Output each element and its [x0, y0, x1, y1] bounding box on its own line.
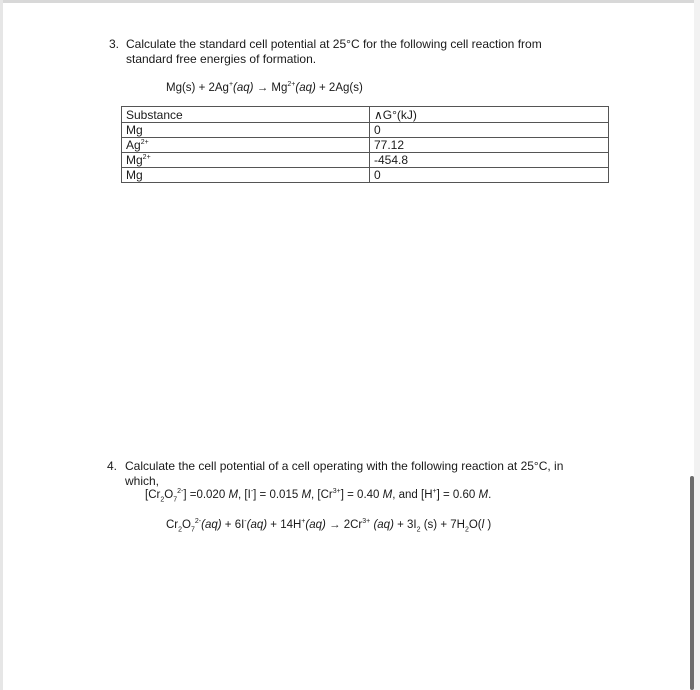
- page-frame-left: [0, 0, 3, 690]
- table-row: [122, 123, 609, 138]
- table-row: [122, 153, 609, 168]
- question-4-text-line1: Calculate the cell potential of a cell operating with the following reaction at 25°C, in: [125, 459, 564, 473]
- table-header-substance: Substance: [122, 107, 370, 123]
- table-header-row: [122, 107, 609, 123]
- question-4-text: [125, 459, 605, 489]
- question-3-text-line1: Calculate the standard cell potential at 25°C for the following cell reaction from: [126, 37, 542, 51]
- table-header-delta-g: ∧G°(kJ): [370, 107, 609, 123]
- table-cell-substance: Mg: [122, 123, 370, 138]
- question-4-text-line2: which,: [125, 474, 160, 488]
- table-cell-value: 77.12: [370, 138, 609, 153]
- table-cell-substance: Mg: [122, 168, 370, 183]
- question-3-reaction-equation: $Mg(s) + 2Ag^+(aq) \to Mg^{2+}(aq) + 2Ag(s)$: [166, 81, 363, 94]
- question-4-reaction-equation: $Cr_2O_7^{2-}(aq) + 6I^-(aq) + 14H^+(aq) \to 2Cr^{3+}$ $(aq) + 3I_2$ $(s) + 7H_2O(l$ ): [166, 518, 492, 534]
- question-3-text-line2: standard free energies of formation.: [126, 52, 317, 66]
- page-frame-top: [0, 0, 700, 3]
- table-cell-substance: $Mg^{2+}$: [122, 153, 370, 168]
- table-cell-value: -454.8: [370, 153, 609, 168]
- question-4-number: 4.: [107, 459, 118, 473]
- table-cell-substance: $Ag^{2+}$: [122, 138, 370, 153]
- vertical-scrollbar[interactable]: [690, 476, 694, 690]
- question-3-text: [126, 37, 581, 67]
- question-4-concentrations: $[Cr_2O_7^{2-}] =0.020$ M, [I-] = 0.015 M, $[Cr^{3+}] = 0.40$ M, and [H+] = 0.60 M.: [145, 488, 492, 504]
- question-3-number: 3.: [109, 37, 120, 51]
- table-row: [122, 138, 609, 153]
- page-frame-right: [694, 0, 700, 690]
- table-row: [122, 168, 609, 183]
- table-cell-value: 0: [370, 168, 609, 183]
- free-energy-table: [121, 106, 609, 183]
- table-cell-value: 0: [370, 123, 609, 138]
